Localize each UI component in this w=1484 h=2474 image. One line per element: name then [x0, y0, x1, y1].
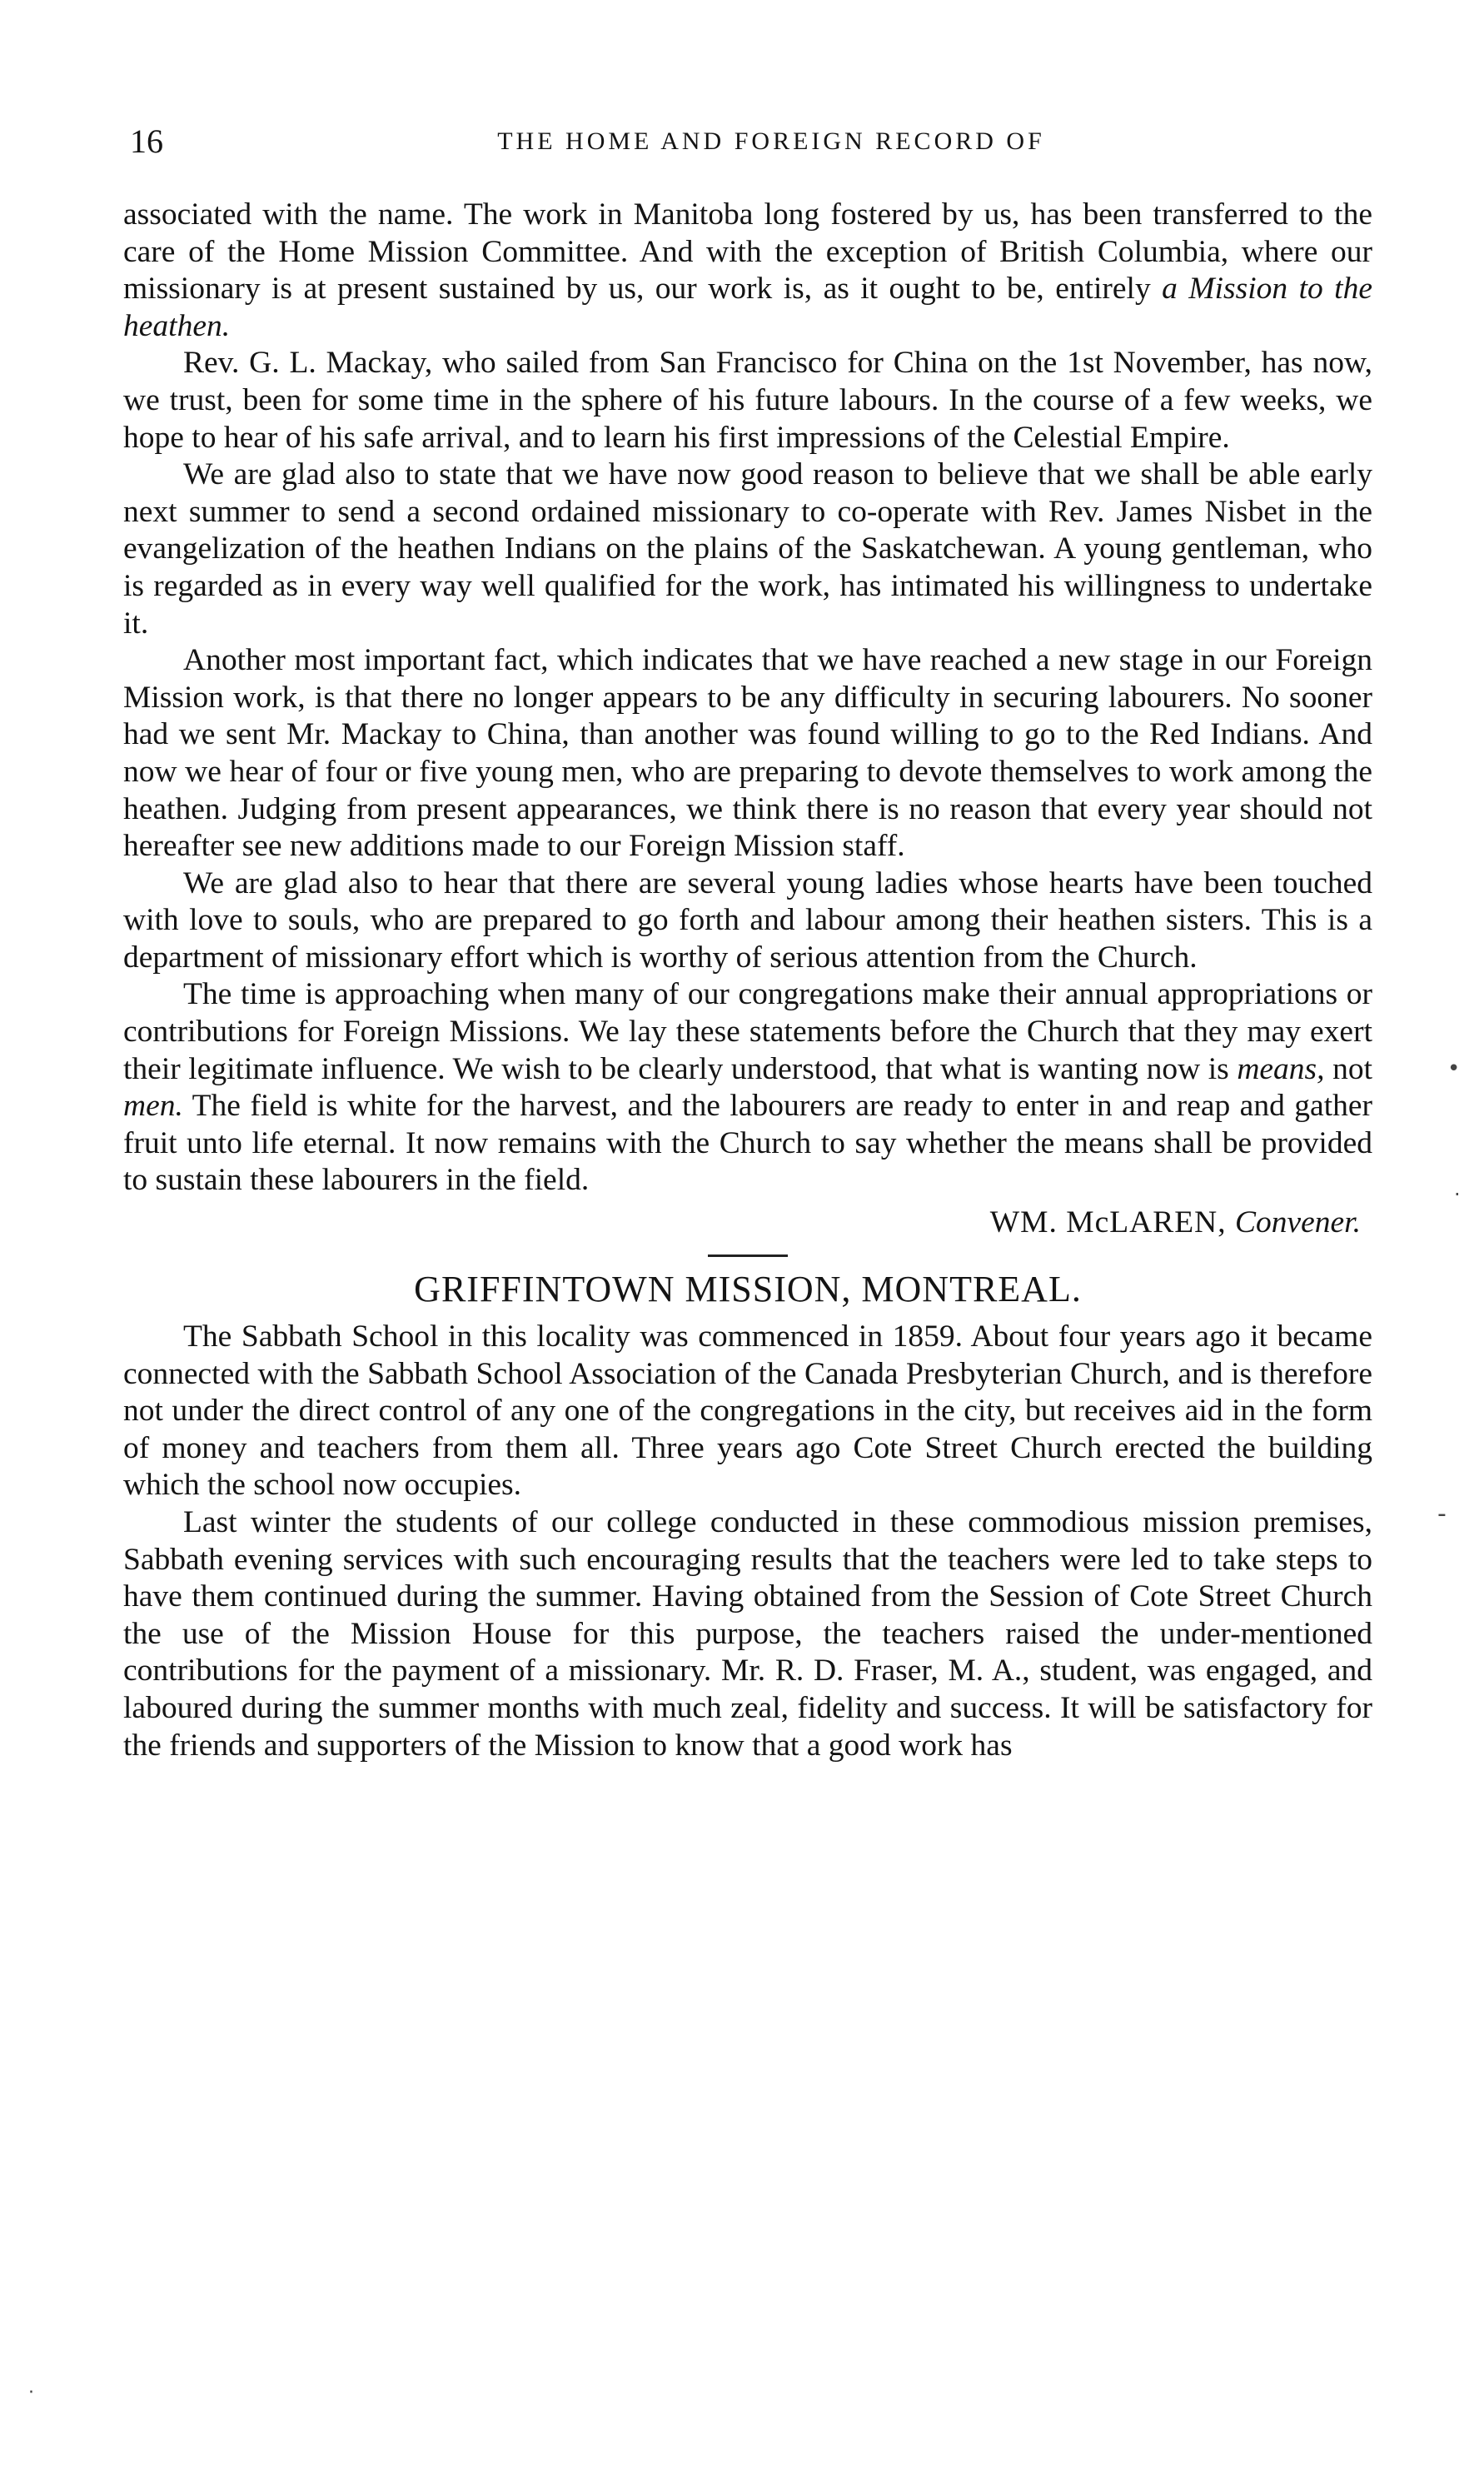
- running-title: THE HOME AND FOREIGN RECORD OF: [497, 127, 1045, 155]
- paragraph-labourers: Another most important fact, which indicates that we have reached a new stage in our Foreign Mission work, is that there no longer appears to be any difficulty in securing labourers. No sooner had we sent Mr. Mackay to China, than another was found willing to go to the Red Indians. And now we hear of four or five young men, who are preparing to devote themselves to work among the heathen. Judging from present appearances, we think there is no reason that every year should not hereafter see new additions made to our Foreign Mission staff.: [123, 643, 1372, 864]
- signature: [123, 1203, 1372, 1243]
- paragraph-sabbath-school: The Sabbath School in this locality was commenced in 1859. About four years ago it became connected with the Sabbath School Association of the Canada Presbyterian Church, and is therefore not under the direct control of any one of the congregations in the city, but receives aid in the form of money and teachers from them all. Three years ago Cote Street Church erected the building which the school now occupies.: [123, 1319, 1372, 1503]
- paragraph-emphasis: a Mission to the heathen.: [123, 272, 1372, 343]
- paragraph-last-winter: Last winter the students of our college conducted in these commodious mission premises, Sabbath evening services with such encouraging results that the teachers were led to take steps to have them continued during the summer. Having obtained from the Session of Cote Street Church the use of the Mission House for this purpose, the teachers raised the under-mentioned contributions for the payment of a missionary. Mr. R. D. Fraser, M. A., student, was engaged, and laboured during the summer months with much zeal, fidelity and success. It will be satisfactory for the friends and supporters of the Mission to know that a good work has: [123, 1505, 1372, 1763]
- margin-mark: •: [1447, 1056, 1461, 1081]
- signature-name: WM. McLAREN,: [989, 1205, 1227, 1240]
- paragraph-text-c: The field is white for the harvest, and the labourers are ready to enter in and reap and gather fruit unto life eternal. It now remains with the Church to say whether the means shall be provided to sustain these labourers in the field.: [123, 1089, 1372, 1198]
- signature-role: Convener.: [1234, 1205, 1361, 1240]
- paragraph-second-missionary: We are glad also to state that we have now good reason to believe that we shall be able early next summer to send a second ordained missionary to co-operate with Rev. James Nisbet in the evangelization of the heathen Indians on the plains of the Saskatchewan. A young gentleman, who is regarded as in every way well qualified for the work, has intimated his willingness to undertake it.: [123, 457, 1372, 641]
- margin-mark: ·: [28, 2382, 34, 2403]
- section-divider: [708, 1254, 788, 1257]
- section-title: GRIFFINTOWN MISSION, MONTREAL.: [414, 1269, 1082, 1310]
- article-body: [123, 197, 1372, 1764]
- paragraph-text-b: not: [1324, 1051, 1372, 1086]
- paragraph-continuation: [123, 197, 1372, 345]
- margin-mark: -: [1437, 1499, 1447, 1529]
- paragraph-young-ladies: We are glad also to hear that there are several young ladies whose hearts have been touched with love to souls, who are prepared to go forth and labour among their heathen sisters. This is a department of missionary effort which is worthy of serious attention from the Church.: [123, 865, 1372, 975]
- paragraph-mackay: Rev. G. L. Mackay, who sailed from San Francisco for China on the 1st November, has now, we trust, been for some time in the sphere of his future labours. In the course of a few weeks, we hope to hear of his safe arrival, and to learn his first impressions of the Celestial Empire.: [123, 346, 1372, 455]
- page-header: [130, 117, 1379, 167]
- paragraph-text-a: The time is approaching when many of our congregations make their annual appropriations or contributions for Foreign Missions. We lay these statements before the Church that they may exert their legitimate influence. We wish to be clearly understood, that what is wanting now is: [123, 977, 1372, 1086]
- emphasis-means: means,: [1237, 1051, 1325, 1086]
- paragraph-appropriations: [123, 976, 1372, 1200]
- paragraph-text: associated with the name. The work in Manitoba long fostered by us, has been transferred to the care of the Home Mission Committee. And with the exception of British Columbia, where our missionary is at present sustained by us, our work is, as it ought to be, entirely: [123, 197, 1372, 307]
- page-number: 16: [130, 122, 163, 160]
- emphasis-men: men.: [123, 1089, 183, 1124]
- margin-mark: ·: [1454, 1183, 1461, 1206]
